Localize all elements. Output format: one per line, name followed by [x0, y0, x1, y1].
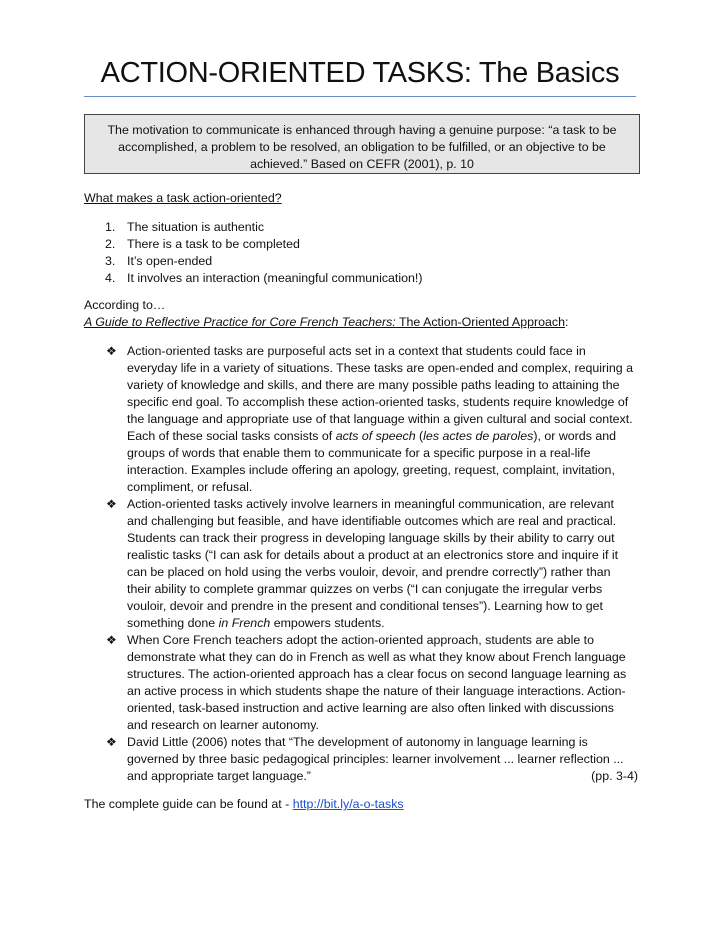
bullet-list — [106, 343, 638, 785]
bullet-item — [106, 632, 638, 734]
quote-text: The motivation to communicate is enhanced through having a genuine purpose: “a task to be accomplished, a problem to be resolved, an obligation to be fulfilled, or an objective to be achieved.” Based on CEFR (2001), p. 10 — [107, 123, 617, 171]
page-reference: (pp. 3-4) — [591, 769, 638, 783]
diamond-bullet-icon: ❖ — [106, 497, 117, 511]
list-item — [84, 236, 422, 253]
list-number: 2. — [105, 237, 116, 251]
list-item-text: It’s open-ended — [127, 254, 213, 268]
bullet-text: ( — [415, 429, 424, 443]
question-heading: What makes a task action-oriented? — [84, 191, 282, 205]
list-number: 4. — [105, 271, 116, 285]
diamond-bullet-icon: ❖ — [106, 735, 117, 749]
guide-approach: The Action-Oriented Approach — [398, 315, 565, 329]
title-divider — [84, 96, 636, 97]
bullet-text: When Core French teachers adopt the action-oriented approach, students are able to demonstrate what they can do in French as well as what they know about French language structures. The action-oriented approach has a clear focus on second language learning as an active process in which students shape the nature of their language interactions. Action-oriented, task-based instruction and active learning are also often linked with discussions and research on learner autonomy. — [127, 633, 627, 732]
according-to-label: According to… — [84, 298, 166, 312]
list-number: 1. — [105, 220, 116, 234]
page-title: ACTION-ORIENTED TASKS: The Basics — [100, 57, 620, 89]
bullet-item — [106, 496, 638, 632]
footer-text: The complete guide can be found at - — [84, 797, 293, 811]
guide-title: A Guide to Reflective Practice for Core French Teachers: — [84, 315, 396, 329]
bullet-text: Action-oriented tasks actively involve learners in meaningful communication, are relevant and challenging but feasible, and have identifiable outcomes which are real and practical. Students can track their progress in developing language skills by their ability to carry out realistic tasks (“I can ask for details about a product at an electronics store and inquire if it can be placed on hold using the verbs vouloir, devoir, and prendre correctly”) rather than their ability to complete grammar quizzes on verbs (“I can conjugate the irregular verbs vouloir, devoir and prendre in the present and conditional tenses”). Learning how to get something done — [127, 497, 619, 630]
criteria-list — [84, 219, 422, 287]
guide-reference — [84, 314, 568, 331]
bullet-text: empowers students. — [270, 616, 385, 630]
list-item-text: There is a task to be completed — [127, 237, 300, 251]
list-item-text: The situation is authentic — [127, 220, 265, 234]
footer-note — [84, 796, 404, 813]
bullet-text: Action-oriented tasks are purposeful acts set in a context that students could face in everyday life in a variety of situations. These tasks are open-ended and complex, requiring a variety of knowledge and skills, and there are many possible paths leading to attaining the specific end goal. To accomplish these action-oriented tasks, students require knowledge of the language and appropriate use of that language within a given cultural and social context. Each of these social tasks consists of — [127, 344, 634, 443]
bullet-italic-text: les actes de paroles — [423, 429, 534, 443]
list-item — [84, 219, 422, 236]
bullet-item — [106, 734, 638, 785]
bullet-text: David Little (2006) notes that “The development of autonomy in language learning is governed by three basic pedagogical principles: learner involvement ... learner reflection ... and appropriate target language.” — [127, 735, 624, 783]
bullet-item — [106, 343, 638, 496]
list-item — [84, 270, 422, 287]
quote-box — [84, 114, 640, 174]
guide-link[interactable]: http://bit.ly/a-o-tasks — [292, 797, 404, 811]
list-item-text: It involves an interaction (meaningful communication!) — [127, 271, 423, 285]
diamond-bullet-icon: ❖ — [106, 344, 117, 358]
guide-colon: : — [564, 315, 569, 329]
bullet-italic-text: in French — [218, 616, 271, 630]
list-item — [84, 253, 422, 270]
diamond-bullet-icon: ❖ — [106, 633, 117, 647]
bullet-text: ), or words and groups of words that enable them to communicate for a specific purpose in a real-life interaction. Examples include offering an apology, greeting, request, complaint, invitation, compliment, or refusal. — [127, 429, 617, 494]
bullet-italic-text: acts of speech — [335, 429, 416, 443]
list-number: 3. — [105, 254, 116, 268]
